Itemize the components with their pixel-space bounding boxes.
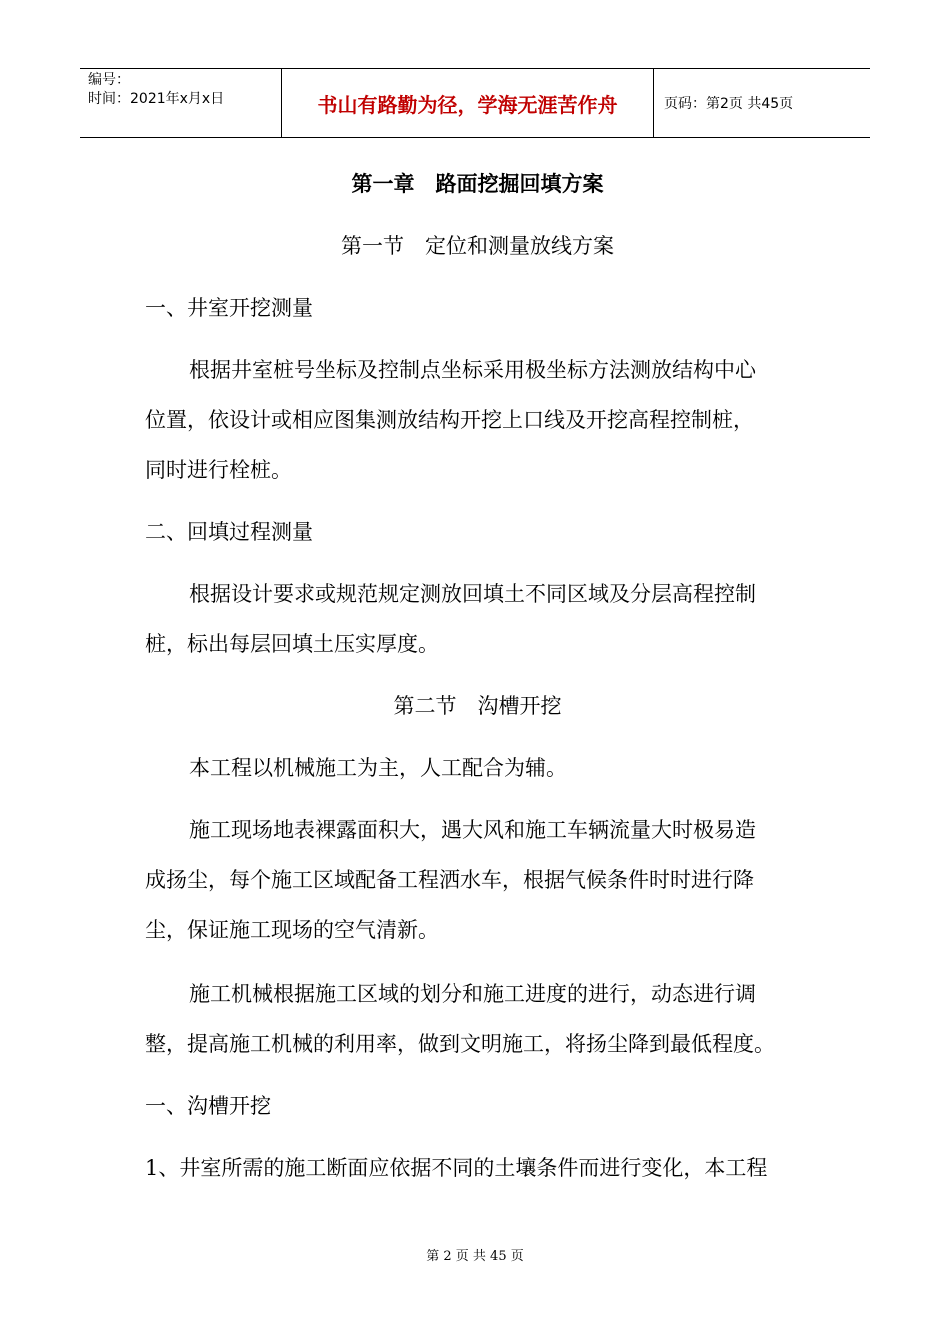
paragraph-line: 施工机械根据施工区域的划分和施工进度的进行，动态进行调 xyxy=(189,982,756,1006)
paragraph-line: 1、井室所需的施工断面应依据不同的土壤条件而进行变化，本工程 xyxy=(145,1156,768,1180)
header-meta xyxy=(80,69,282,137)
paragraph-line: 成扬尘，每个施工区域配备工程洒水车，根据气候条件时时进行降 xyxy=(145,868,754,892)
paragraph-line: 桩，标出每层回填土压实厚度。 xyxy=(145,632,439,656)
header-page-info: 页码：第2页 共45页 xyxy=(664,96,794,112)
document-number-label: 编号： xyxy=(88,72,130,88)
paragraph-line: 整，提高施工机械的利用率，做到文明施工，将扬尘降到最低程度。 xyxy=(145,1032,775,1056)
item-heading: 一、井室开挖测量 xyxy=(145,296,313,320)
page-header xyxy=(80,68,870,138)
paragraph-line: 同时进行栓桩。 xyxy=(145,458,292,482)
paragraph-line: 尘，保证施工现场的空气清新。 xyxy=(145,918,439,942)
item-heading: 二、回填过程测量 xyxy=(145,520,313,544)
section-title: 第二节 沟槽开挖 xyxy=(393,694,562,718)
paragraph-line: 施工现场地表裸露面积大，遇大风和施工车辆流量大时极易造 xyxy=(189,818,756,842)
paragraph-line: 位置，依设计或相应图集测放结构开挖上口线及开挖高程控制桩， xyxy=(145,408,754,432)
header-motto: 书山有路勤为径，学海无涯苦作舟 xyxy=(282,69,654,137)
chapter-title: 第一章 路面挖掘回填方案 xyxy=(351,172,604,196)
paragraph-line: 根据井室桩号坐标及控制点坐标采用极坐标方法测放结构中心 xyxy=(189,358,756,382)
paragraph-line: 根据设计要求或规范规定测放回填土不同区域及分层高程控制 xyxy=(189,582,756,606)
page-footer: 第 2 页 共 45 页 xyxy=(426,1249,524,1264)
document-date: 时间：2021年x月x日 xyxy=(88,91,225,107)
section-title: 第一节 定位和测量放线方案 xyxy=(341,234,614,258)
item-heading: 一、沟槽开挖 xyxy=(145,1094,271,1118)
paragraph-line: 本工程以机械施工为主，人工配合为辅。 xyxy=(189,756,567,780)
